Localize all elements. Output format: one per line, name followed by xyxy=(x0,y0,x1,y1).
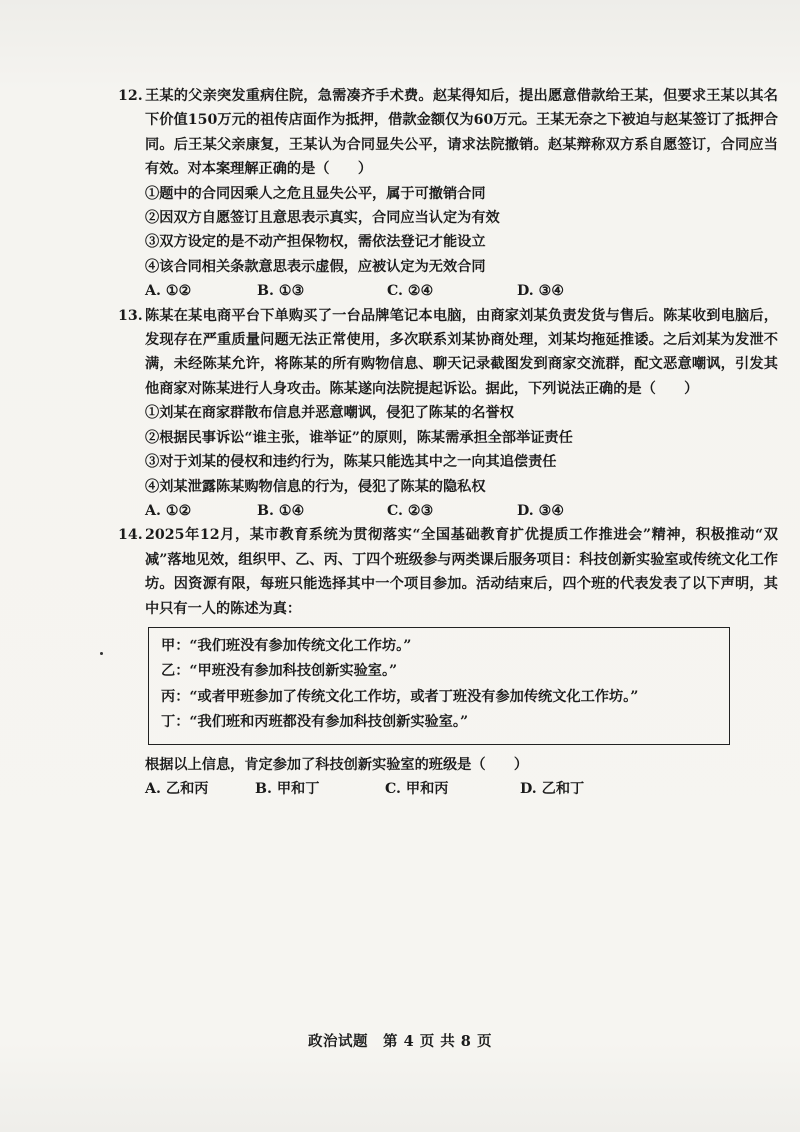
choice-c: C. 甲和丙 xyxy=(385,781,449,798)
statement-option: ③对于刘某的侵权和违约行为，陈某只能选其中之一向其追偿责任 xyxy=(145,454,557,471)
question-prompt: 根据以上信息，肯定参加了科技创新实验室的班级是（ ） xyxy=(145,756,529,773)
statement-option: ②因双方自愿签订且意思表示真实，合同应当认定为有效 xyxy=(145,210,500,227)
statement-yi: 乙：“甲班没有参加科技创新实验室。” xyxy=(161,663,398,680)
choice-b: B. ①④ xyxy=(257,502,305,519)
question-stem: 王某的父亲突发重病住院，急需凑齐手术费。赵某得知后，提出愿意借款给王某，但要求王某以其名下价值150万元的祖传店面作为抵押，借款金额仅为60万元。王某无奈之下被迫与赵某签订了抵押合同。后王某父亲康复，王某认为合同显失公平，请求法院撤销。赵某辩称双方系自愿签订，合同应当有效。对本案理解正确的是（ ） xyxy=(145,88,778,178)
question-12 xyxy=(118,84,778,304)
page-footer: 政治试题 第 4 页 共 8 页 xyxy=(308,1033,492,1050)
question-number: 12. xyxy=(118,88,143,104)
statement-option: ①题中的合同因乘人之危且显失公平，属于可撤销合同 xyxy=(145,185,486,202)
choice-a: A. ①② xyxy=(145,502,192,519)
scan-speck xyxy=(100,652,103,655)
statement-bing: 丙：“或者甲班参加了传统文化工作坊，或者丁班没有参加传统文化工作坊。” xyxy=(161,688,639,705)
answer-choices xyxy=(145,279,778,303)
questions-area xyxy=(118,84,778,802)
question-13 xyxy=(118,304,778,524)
statement-option: ①刘某在商家群散布信息并恶意嘲讽，侵犯了陈某的名誉权 xyxy=(145,405,514,422)
choice-d: D. 乙和丁 xyxy=(520,781,585,798)
statement-option: ③双方设定的是不动产担保物权，需依法登记才能设立 xyxy=(145,234,486,251)
choice-b: B. 甲和丁 xyxy=(255,781,320,798)
question-stem: 陈某在某电商平台下单购买了一台品牌笔记本电脑，由商家刘某负责发货与售后。陈某收到电脑后，发现存在严重质量问题无法正常使用，多次联系刘某协商处理，刘某均拖延推诿。之后刘某为发泄不满，未经陈某允许，将陈某的所有购物信息、聊天记录截图发到商家交流群，配文恶意嘲讽，引发其他商家对陈某进行人身攻击。陈某遂向法院提起诉讼。据此，下列说法正确的是（ ） xyxy=(145,307,778,397)
choice-c: C. ②③ xyxy=(387,502,434,519)
statement-jia: 甲：“我们班没有参加传统文化工作坊。” xyxy=(161,637,412,654)
statements-box xyxy=(148,627,730,745)
answer-choices xyxy=(145,499,778,523)
choice-c: C. ②④ xyxy=(387,283,434,300)
answer-choices xyxy=(145,777,778,801)
question-number: 14. xyxy=(118,527,143,544)
statement-option: ②根据民事诉讼“谁主张，谁举证”的原则，陈某需承担全部举证责任 xyxy=(145,429,573,446)
choice-a: A. 乙和丙 xyxy=(145,781,209,798)
question-14 xyxy=(118,523,778,801)
statement-ding: 丁：“我们班和丙班都没有参加科技创新实验室。” xyxy=(161,714,469,731)
choice-d: D. ③④ xyxy=(517,283,565,300)
question-number: 13. xyxy=(118,307,143,324)
choice-d: D. ③④ xyxy=(517,502,565,519)
choice-b: B. ①③ xyxy=(257,283,305,300)
statement-option: ④刘某泄露陈某购物信息的行为，侵犯了陈某的隐私权 xyxy=(145,478,486,495)
question-stem: 2025年12月，某市教育系统为贯彻落实“全国基础教育扩优提质工作推进会”精神，积极推动“双减”落地见效，组织甲、乙、丙、丁四个班级参与两类课后服务项目：科技创新实验室或传统文化工作坊。因资源有限，每班只能选择其中一个项目参加。活动结束后，四个班的代表发表了以下声明，其中只有一人的陈述为真： xyxy=(145,527,778,617)
choice-a: A. ①② xyxy=(145,283,192,300)
statement-option: ④该合同相关条款意思表示虚假，应被认定为无效合同 xyxy=(145,258,486,275)
